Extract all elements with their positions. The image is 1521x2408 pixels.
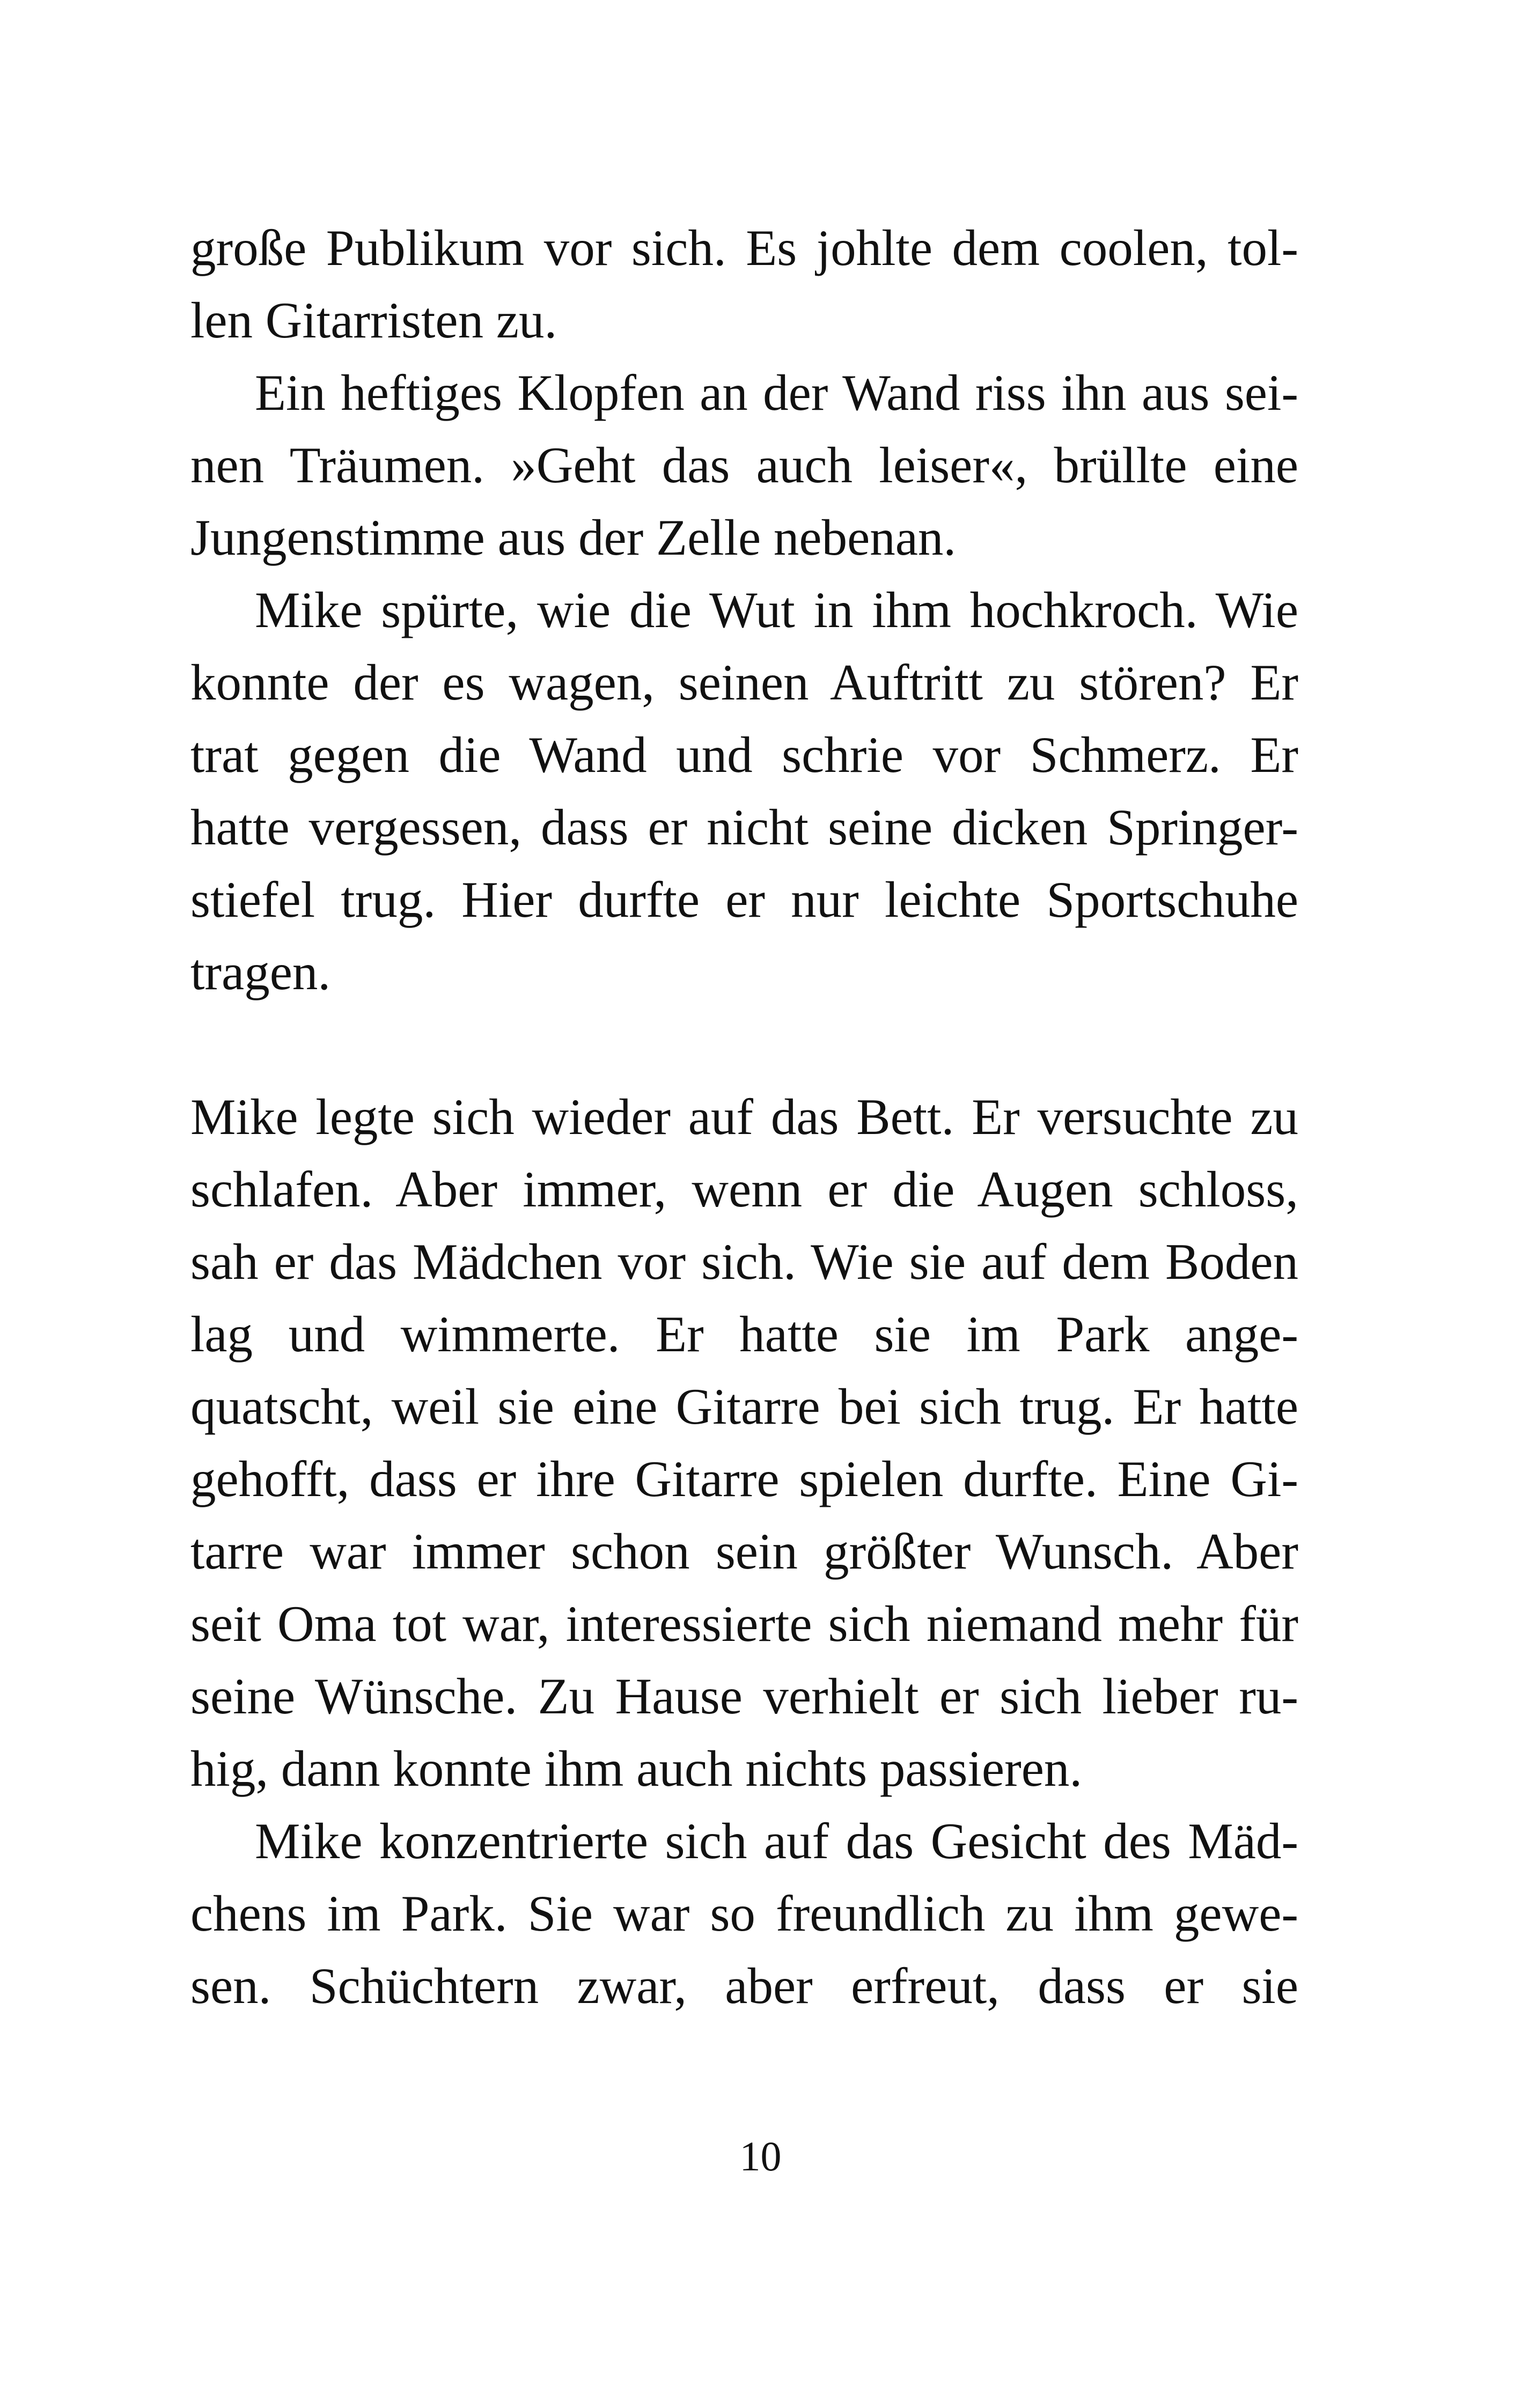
text-line: seine Wünsche. Zu Hause verhielt er sich lieber ru-	[190, 1668, 1298, 1725]
text-line: len Gitarristen zu.	[190, 292, 557, 349]
text-line: Mike konzentrierte sich auf das Gesicht des Mäd-	[255, 1813, 1298, 1869]
text-line: tarre war immer schon sein größter Wunsch. Aber	[190, 1523, 1298, 1580]
text-line: stiefel trug. Hier durfte er nur leichte Sportschuhe	[190, 871, 1298, 928]
text-line: sah er das Mädchen vor sich. Wie sie auf dem Boden	[190, 1233, 1298, 1290]
text-line: sen. Schüchtern zwar, aber erfreut, dass er sie	[190, 1957, 1298, 2014]
text-line: konnte der es wagen, seinen Auftritt zu stören? Er	[190, 654, 1298, 711]
text-line: chens im Park. Sie war so freundlich zu ihm gewe-	[190, 1885, 1298, 1942]
paragraph	[190, 574, 1298, 1008]
text-line: Mike legte sich wieder auf das Bett. Er versuchte zu	[190, 1088, 1298, 1145]
text-line: quatscht, weil sie eine Gitarre bei sich trug. Er hatte	[190, 1378, 1298, 1435]
paragraph	[190, 1805, 1298, 2022]
text-line: tragen.	[190, 944, 331, 1000]
section-break	[190, 1008, 1298, 1081]
text-line: große Publikum vor sich. Es johlte dem coolen, tol-	[190, 219, 1298, 276]
text-line: Jungenstimme aus der Zelle nebenan.	[190, 509, 957, 566]
paragraph	[190, 1081, 1298, 1805]
text-line: nen Träumen. »Geht das auch leiser«, brüllte eine	[190, 437, 1298, 494]
text-line: Ein heftiges Klopfen an der Wand riss ihn aus sei-	[255, 364, 1298, 421]
text-line: hatte vergessen, dass er nicht seine dicken Springer-	[190, 799, 1298, 856]
text-line: Mike spürte, wie die Wut in ihm hochkroch. Wie	[255, 581, 1298, 638]
text-line: trat gegen die Wand und schrie vor Schmerz. Er	[190, 726, 1298, 783]
text-line: lag und wimmerte. Er hatte sie im Park ange-	[190, 1306, 1298, 1363]
page-number: 10	[739, 2133, 782, 2179]
paragraph	[190, 357, 1298, 574]
text-line: hig, dann konnte ihm auch nichts passieren.	[190, 1740, 1083, 1797]
text-line: schlafen. Aber immer, wenn er die Augen schloss,	[190, 1161, 1298, 1218]
text-line: gehofft, dass er ihre Gitarre spielen durfte. Eine Gi-	[190, 1450, 1298, 1507]
body-text	[190, 212, 1298, 2022]
text-line: seit Oma tot war, interessierte sich niemand mehr für	[190, 1595, 1298, 1652]
paragraph	[190, 212, 1298, 357]
